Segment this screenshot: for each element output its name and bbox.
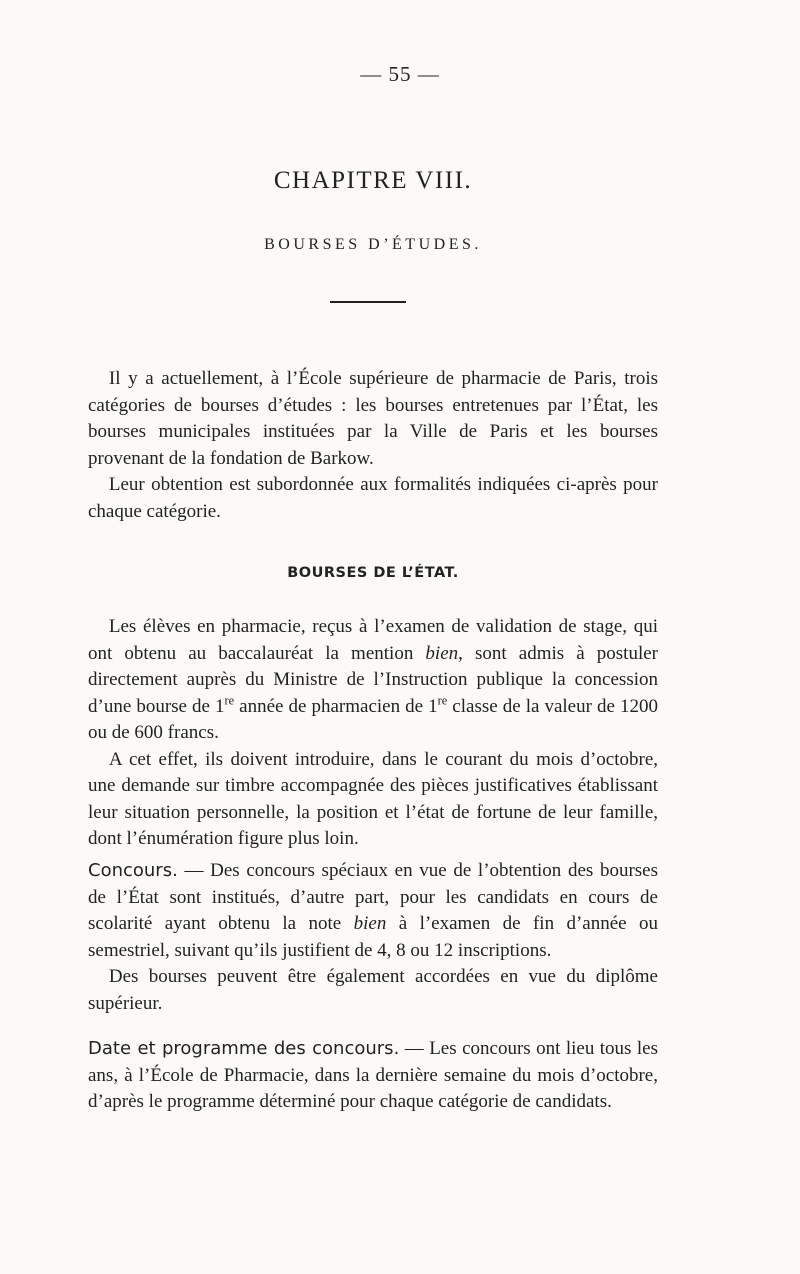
date-p1-text: — Les concours ont lieu tous les ans, à l’École de Pharmacie, dans la dernière semaine du mois d’octobre, d’après le programme déterminé pour chaque catégorie de candidats.: [88, 1038, 658, 1112]
date-paragraph-1: [88, 1036, 658, 1116]
intro-section: [88, 366, 658, 525]
etat-paragraph-2: A cet effet, ils doivent introduire, dans le courant du mois d’octobre, une demande sur timbre accompagnée des pièces justificatives établissant leur situation personnelle, la position et l’état de fortune de leur famille, dont l’énumération figure plus loin.: [88, 748, 658, 849]
intro-paragraph-1: Il y a actuellement, à l’École supérieure de pharmacie de Paris, trois catégories de bourses d’études : les bourses entretenues par l’État, les bourses municipales instituées par la Ville de Paris et les bourses provenant de la fondation de Barkow.: [88, 368, 658, 469]
date-heading: Date et programme des concours.: [88, 1038, 400, 1059]
etat-p1-superscript-2: re: [437, 693, 448, 708]
concours-p1-emphasis: bien: [353, 913, 387, 934]
etat-p1-text-a: Les élèves en pharmacie, reçus à l’examen de validation de stage, qui ont obtenu au baccalauréat la mention: [88, 616, 658, 664]
chapter-subtitle: BOURSES D’ÉTUDES.: [264, 236, 482, 253]
etat-paragraph-1: [88, 614, 658, 747]
etat-p1-text-b: , sont admis à postuler directement auprès du Ministre de l’Instruction publique la concession d’une bourse de 1: [88, 642, 658, 717]
concours-p1-text-a: — Des concours spéciaux en vue de l’obtention des bourses de l’État sont institués, d’autre part, pour les candidats en cours de scolarité ayant obtenu la note: [88, 860, 658, 934]
concours-section: [88, 858, 658, 1017]
concours-paragraph-1: [88, 858, 658, 964]
etat-p1-text-d: classe de la valeur de 1200 ou de 600 francs.: [88, 695, 658, 743]
etat-p1-emphasis: bien: [425, 642, 459, 664]
concours-paragraph-2: Des bourses peuvent être également accordées en vue du diplôme supérieur.: [88, 966, 658, 1014]
etat-p1-text-c: année de pharmacien de 1: [234, 695, 438, 717]
concours-heading: Concours.: [88, 860, 178, 881]
intro-paragraph-2: Leur obtention est subordonnée aux formalités indiquées ci-après pour chaque catégorie.: [88, 474, 658, 522]
date-section: [88, 1036, 658, 1116]
bourses-etat-section: [88, 614, 658, 853]
chapter-title: CHAPITRE VIII.: [273, 167, 473, 194]
divider-rule: [330, 301, 406, 303]
etat-p1-superscript-1: re: [224, 693, 235, 708]
page-number: — 55 —: [360, 62, 440, 86]
concours-p1-text-b: à l’examen de fin d’année ou semestriel, suivant qu’ils justifient de 4, 8 ou 12 inscriptions.: [88, 913, 658, 961]
section-title: BOURSES DE L’ÉTAT.: [287, 565, 459, 581]
